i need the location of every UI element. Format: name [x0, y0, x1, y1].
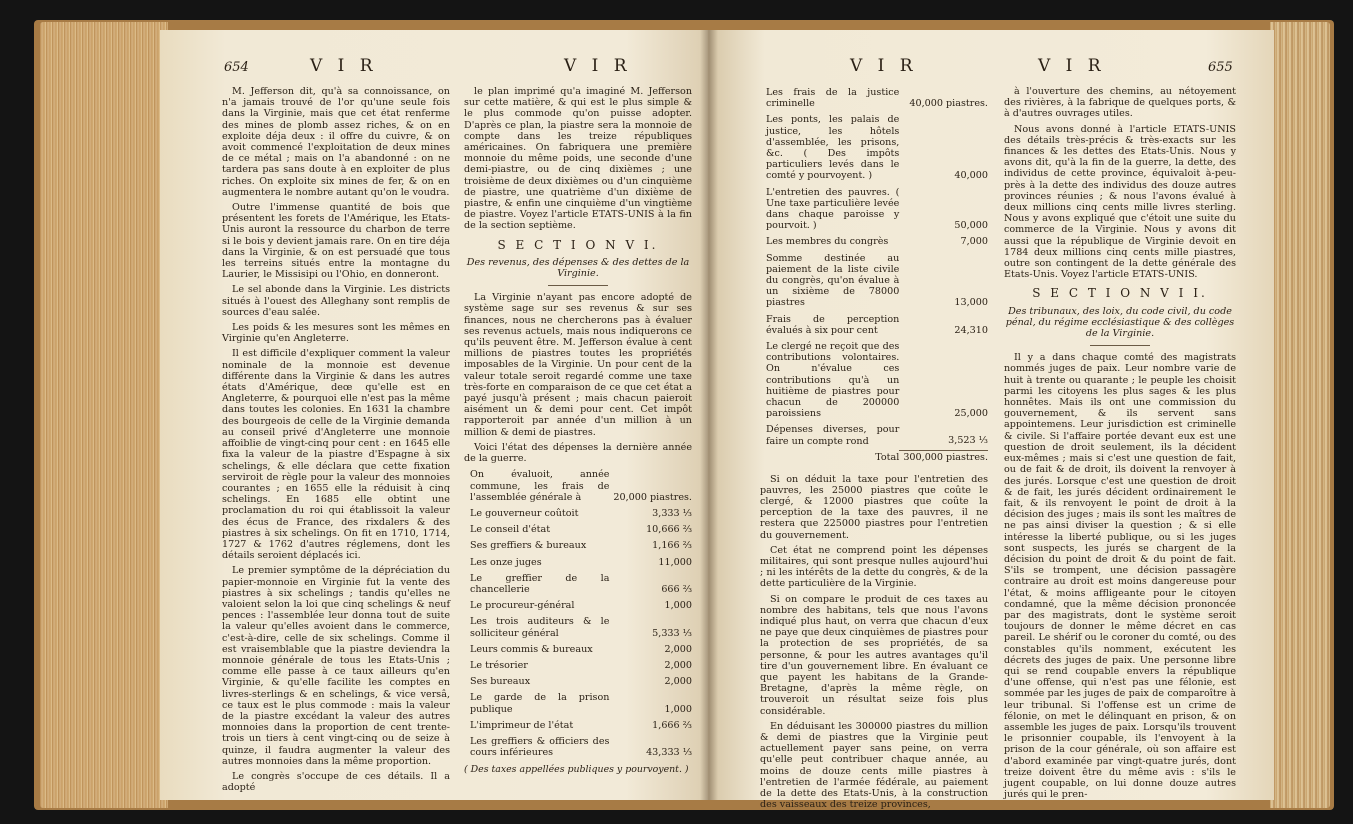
ledger-amount: 1,000 [664, 703, 692, 715]
ledger-amount: 2,000 [664, 676, 692, 688]
paragraph: Les poids & les mesures sont les mêmes en Virginie qu'en Angleterre. [222, 322, 450, 345]
ledger-row [464, 691, 692, 718]
section-subtitle: Des revenus, des dépenses & des dettes de la Virginie. [466, 256, 690, 280]
ledger-label: Le procureur-général [470, 600, 575, 612]
ledger-total-row [760, 451, 988, 468]
ledger-label: Leurs commis & bureaux [470, 643, 593, 655]
ledger-row [464, 659, 692, 675]
ledger-row [464, 523, 692, 539]
ledger-row [464, 556, 692, 572]
paragraph: Il y a dans chaque comté des magistrats nommés juges de paix. Leur nombre varie de huit à trente ou quarante ; le peuple les choisit parmi les citoyens les plus sages & les plus honnêtes. Mais ils ont une commission du gouvernement, & ils servent sans appointemens. Leur jurisdiction est criminelle & civile. Si l'affaire portée devant eux est une question de droit seulement, ils la décident eux-mêmes ; mais si c'est une question de fait, ou de fait & de droit, ils doivent la renvoyer à des jurés. Lorsque c'est une question de droit & de fait, les jurés décident ordinairement le fait, & ils renvoyent le point de droit à la décision des juges ; mais ils sont les maîtres de ne pas ainsi diviser la question ; & si elle intéresse la liberté publique, ou si les juges sont suspects, les jurés se chargent de la décision du point de droit & du point de fait. S'ils se trompent, une décision passagère contraire au droit est moins dangereuse pour l'état, & moins affligeante pour le citoyen condamné, que la même décision prononcée par des magistrats, dont le système seroit toujours de donner le même décret en cas pareil. Le shérif ou le coroner du comté, ou des constables qu'ils nomment, exécutent les décrets des juges de paix. Une personne libre qui se rend coupable envers la république d'une offense, qui n'est pas une félonie, est sommée par les juges de paix de comparoître à leur tribunal. Si l'offense est un crime de félonie, on met le délinquant en prison, & on assemble les juges de paix. Lorsqu'ils trouvent le prisonnier coupable, ils l'envoyent à la prison de la cour générale, où son affaire est d'abord examinée par vingt-quatre jurés, dont treize doivent être du même avis : s'ils le jugent coupable, on lui donne douze autres jurés qui le pren- [1004, 352, 1236, 801]
section-subtitle: Des tribunaux, des loix, du code civil, du code pénal, du régime ecclésiastique & des collèges de la Virginie. [1005, 305, 1235, 340]
expense-ledger [760, 86, 988, 468]
ledger-row [464, 507, 692, 523]
book-gutter [700, 30, 718, 800]
ledger-row [464, 615, 692, 642]
paragraph: M. Jefferson dit, qu'à sa connoissance, on n'a jamais trouvé de l'or qu'une seule fois dans la Virginie, mais que cet état renferme des mines de plomb assez riches, & on en exploite déja deux : il offre du cuivre, & on avoit commencé l'exploitation de deux mines de ce métal ; mais on l'a abandonné : on ne tardera pas sans doute à en exploiter de plus riches. On exploite six mines de fer, & on en augmentera le nombre autant qu'on le voudra. [222, 86, 450, 198]
ledger-row [464, 735, 692, 762]
ledger-label: Les greffiers & officiers des cours inférieures [470, 735, 610, 759]
running-head [160, 56, 708, 84]
paragraph: Nous avons donné à l'article ETATS-UNIS des détails très-précis & très-exacts sur les finances & les dettes des Etats-Unis. Nous y avons dit, qu'à la fin de la guerre, la dette, des individus de cette province, équivaloit à-peu-près à la dette des individus des douze autres provinces réunies ; & nous l'avons évalué à deux millions cinq cents mille livres sterling. Nous y avons expliqué que c'étoit une suite du commerce de la Virginie. Nous y avons dit aussi que la république de Virginie devoit en 1784 deux millions cinq cents mille piastres, outre son contingent de la dette générale des Etats-Unis. Voyez l'article ETATS-UNIS. [1004, 123, 1236, 281]
paragraph: Le premier symptôme de la dépréciation du papier-monnoie en Virginie fut la vente des piastres à six schelings ; tandis qu'elles ne valoient selon la loi que cinq schelings & neuf pences : l'assemblée leur donna tout de suite la valeur qu'elles avoient dans le commerce, c'est-à-dire, celle de six schelings. Comme il est vraisemblable que la piastre deviendra la monnoie générale de tous les Etats-Unis ; comme elle passe à ce taux ailleurs qu'en Virginie, & qu'elle facilite les comptes en livres-sterlings & en schelings, & vice versâ, ce taux est le plus commode : mais la valeur de la piastre excédant la valeur des autres monnoies dans la proportion de cent trente-trois un tiers à cent vingt-cinq ou de seize à quinze, il faudra augmenter la valeur des autres monnoies dans la même proportion. [222, 565, 450, 767]
ledger-note: ( Des taxes appellées publiques y pourvoyent. ) [464, 764, 689, 776]
ledger-amount: 25,000 [954, 408, 988, 420]
page-edges-left [40, 22, 168, 808]
ledger-amount: 20,000 piastres. [613, 491, 692, 503]
ledger-label: Le gouverneur coûtoit [470, 507, 579, 519]
ledger-amount: 2,000 [664, 659, 692, 671]
ledger-label: Ses greffiers & bureaux [470, 540, 587, 552]
ledger-label: L'entretien des pauvres. ( Une taxe particulière levée dans chaque paroisse y pourvoit. ) [766, 186, 900, 232]
section-title: S E C T I O N V I I. [1032, 286, 1208, 301]
ledger-row [760, 423, 988, 450]
ledger-row [464, 643, 692, 659]
ledger-amount: 1,666 ⅔ [652, 719, 692, 731]
ledger-total-amount: 300,000 piastres. [899, 451, 988, 468]
ledger-amount: 10,666 ⅔ [646, 524, 692, 536]
ledger-amount: 40,000 [954, 170, 988, 182]
left-column-1 [222, 86, 450, 797]
page-number: 655 [1208, 60, 1233, 75]
paragraph: Cet état ne comprend point les dépenses militaires, qui sont presque nulles aujourd'hui ; ni les intérêts de la dette du congrès, & de la dette particulière de la Virginie. [760, 544, 988, 590]
section-title: S E C T I O N V I. [497, 237, 659, 252]
ledger-label: Les membres du congrès [766, 236, 889, 248]
paragraph: Le congrès s'occupe de ces détails. Il a adopté [222, 770, 450, 794]
ledger-amount: 3,523 ⅓ [948, 435, 988, 447]
ledger-row [760, 340, 988, 423]
paragraph: Outre l'immense quantité de bois que présentent les forets de l'Amérique, les Etats-Unis auront la ressource du charbon de terre si le bois y devient jamais rare. On en tire déja dans la Virginie, & on est persuadé que tous les terreins situés entre la montagne du Laurier, le Missisipi ou l'Ohio, en donneront. [222, 202, 450, 281]
ledger-label: Dépenses diverses, pour faire un compte rond [766, 424, 900, 447]
ledger-row [760, 113, 988, 185]
ledger-amount: 13,000 [954, 297, 988, 309]
paragraph: En déduisant les 300000 piastres du million & demi de piastres que la Virginie peut actuellement payer sans peine, on verra qu'elle peut contribuer chaque année, au moins de douze cents mille piastres à l'entretien de l'armée fédérale, au paiement de la dette des Etats-Unis, à la construction des vaisseaux des treize provinces, [760, 720, 988, 811]
paragraph: Il est difficile d'expliquer comment la valeur nominale de la monnoie est devenue différente dans la Virginie & dans les autres états d'Amérique, deœ qu'elle est en Angleterre, & pourquoi elle n'est pas la même dans toutes les colonies. En 1631 la chambre des bourgeois de celle de la Virginie demanda au conseil privé d'Angleterre une monnoie affoiblie de vingt-cinq pour cent : en 1645 elle fixa la valeur de la piastre d'Espagne à six schelings, & elle déclara que cette fixation serviroit de règle pour la valeur des monnoies courantes ; en 1655 elle la réduisit à cinq schelings. En 1685 elle obtint une proclamation du roi qui établissoit la valeur des écus de France, des rixdalers & des piastres à six schelings. On fit en 1710, 1714, 1727 & 1762 d'autres réglemens, dont les détails seroient déplacés ici. [222, 348, 450, 562]
ledger-amount: 2,000 [664, 643, 692, 655]
ledger-row [760, 235, 988, 251]
ledger-row [760, 313, 988, 340]
ledger-amount: 666 ⅔ [661, 583, 692, 595]
right-page [708, 30, 1274, 811]
ledger-label: Le conseil d'état [470, 524, 551, 536]
running-head-right: V I R [564, 56, 632, 76]
ledger-row [464, 539, 692, 555]
running-head [708, 56, 1274, 84]
ledger-amount: 3,333 ⅓ [652, 507, 692, 519]
divider [1090, 345, 1150, 346]
ledger-label: Les frais de la justice criminelle [766, 87, 900, 110]
expense-ledger [464, 468, 692, 762]
ledger-label: Le clergé ne reçoit que des contributions volontaires. On n'évalue ces contributions qu'à un huitième de piastres pour chacun de 200000 paroissiens [766, 341, 900, 420]
ledger-label: Les ponts, les palais de justice, les hôtels d'assemblée, les prisons, &c. ( Des impôts particuliers levés dans le comté y pourvoyent. ) [766, 114, 900, 182]
ledger-amount: 1,000 [664, 600, 692, 612]
ledger-label: Les trois auditeurs & le solliciteur général [470, 616, 610, 639]
ledger-row [760, 252, 988, 313]
ledger-label: Ses bureaux [470, 676, 531, 688]
paragraph: Si on déduit la taxe pour l'entretien des pauvres, les 25000 piastres que coûte le clergé, & 12000 piastres que coûte la perception de la taxe des pauvres, il ne restera que 225000 piastres pour l'entretien du gouvernement. [760, 473, 988, 541]
divider [548, 285, 608, 286]
left-column-2 [464, 86, 692, 776]
paragraph: Le sel abonde dans la Virginie. Les districts situés à l'ouest des Alleghany sont remplis de sources d'eau salée. [222, 284, 450, 318]
ledger-total-label: Total [875, 452, 900, 464]
page-edges-right [1270, 22, 1330, 808]
ledger-amount: 40,000 piastres. [909, 98, 988, 110]
page-number: 654 [224, 60, 249, 75]
ledger-row [464, 572, 692, 599]
paragraph: à l'ouverture des chemins, au nétoyement des rivières, à la fabrique de quelques ports, & à d'autres ouvrages utiles. [1004, 86, 1236, 120]
ledger-amount: 7,000 [960, 236, 988, 248]
ledger-amount: 24,310 [954, 324, 988, 336]
ledger-row [760, 86, 988, 113]
right-column-1 [760, 86, 988, 814]
right-column-2 [1004, 86, 1236, 804]
ledger-amount: 5,333 ⅓ [652, 627, 692, 639]
ledger-row [760, 186, 988, 236]
paragraph: La Virginie n'ayant pas encore adopté de système sage sur ses revenus & sur ses finances, nous ne chercherons pas à évaluer ses revenus actuels, mais nous indiquerons ce qu'ils peuvent être. M. Jefferson évalue à cent millions de piastres toutes les propriétés imposables de la Virginie. Un pour cent de la valeur totale seroit regardé comme une taxe très-forte en comparaison de ce que cet état a payé jusqu'à présent ; mais chacun paieroit aisément un & demi pour cent. Cet impôt rapporteroit par année d'un million à un million & demi de piastres. [464, 292, 692, 438]
ledger-amount: 1,166 ⅔ [652, 540, 692, 552]
ledger-amount: 50,000 [954, 220, 988, 232]
paragraph: le plan imprimé qu'a imaginé M. Jefferson sur cette matière, & qui est le plus simple & le plus commode qu'on puisse adopter. D'après ce plan, la piastre sera la monnoie de compte dans les treize républiques américaines. On fabriquera une première monnoie du même poids, une seconde d'une demi-piastre, ou de cinq dixièmes ; une troisième de deux dixièmes ou d'un cinquième de piastre, une quatrième d'un dixième de piastre, & enfin une cinquième d'un vingtième de piastre. Voyez l'article ETATS-UNIS à la fin de la section septième. [464, 86, 692, 232]
running-head-left: V I R [850, 56, 918, 76]
ledger-label: Les onze juges [470, 556, 542, 568]
left-page [160, 30, 708, 800]
running-head-right: V I R [1038, 56, 1106, 76]
paragraph: Voici l'état des dépenses la dernière année de la guerre. [464, 441, 692, 465]
ledger-label: Somme destinée au paiement de la liste civile du congrès, qu'on évalue à un sixième de 78000 piastres [766, 252, 900, 309]
ledger-label: L'imprimeur de l'état [470, 719, 574, 731]
paragraph: Si on compare le produit de ces taxes au nombre des habitans, tels que nous l'avons indiqué plus haut, on verra que chacun d'eux ne paye que deux cinquièmes de piastres pour la protection de ses propriétés, de sa personne, & pour les autres avantages qu'il tire d'un gouvernement libre. En évaluant ce que payent les habitans de la Grande-Bretagne, d'après la même règle, on trouveroit un résultat seize fois plus considérable. [760, 593, 988, 717]
running-head-left: V I R [310, 56, 378, 76]
ledger-row [464, 675, 692, 691]
ledger-row [464, 599, 692, 615]
ledger-row [464, 719, 692, 735]
ledger-amount: 11,000 [658, 556, 692, 568]
ledger-label: Le greffier de la chancellerie [470, 572, 610, 595]
ledger-label: Le trésorier [470, 659, 528, 671]
ledger-label: On évaluoit, année commune, les frais de l'assemblée générale à [470, 469, 610, 503]
ledger-amount: 43,333 ⅓ [646, 747, 692, 759]
ledger-row [464, 468, 692, 507]
ledger-label: Frais de perception évalués à six pour cent [766, 313, 900, 336]
ledger-label: Le garde de la prison publique [470, 692, 610, 715]
